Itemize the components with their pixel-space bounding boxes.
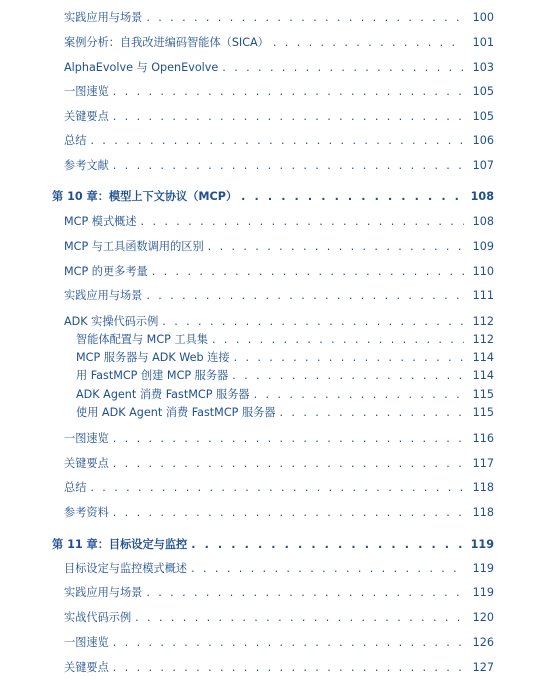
dot-leader <box>90 479 464 497</box>
dot-leader <box>254 386 464 404</box>
dot-leader <box>113 83 464 101</box>
toc-entry-title: MCP 模式概述 <box>64 215 137 228</box>
toc-entry[interactable] <box>0 455 555 473</box>
toc-entry-title: 实践应用与场景 <box>64 586 143 599</box>
toc-entry[interactable] <box>0 560 555 578</box>
toc-subentry-page: 115 <box>472 388 494 401</box>
toc-entry[interactable] <box>0 83 555 101</box>
toc-entry[interactable] <box>0 609 555 627</box>
toc-entry[interactable] <box>0 313 555 331</box>
dot-leader <box>113 659 464 677</box>
toc-entry-page: 109 <box>472 240 494 253</box>
toc-entry-title: 一图速览 <box>64 85 109 98</box>
toc-entry-page: 101 <box>472 36 494 49</box>
dot-leader <box>113 157 464 175</box>
toc-entry-page: 105 <box>472 85 494 98</box>
toc-subentry-page: 114 <box>472 369 494 382</box>
toc-entry-title: 实战代码示例 <box>64 611 132 624</box>
toc-entry-page: 100 <box>472 11 494 24</box>
toc-entry-page: 120 <box>472 611 494 624</box>
toc-entry-page: 111 <box>472 289 494 302</box>
toc-entry-page: 118 <box>472 481 494 494</box>
toc-entry[interactable] <box>0 59 555 77</box>
toc-chapter-entry[interactable] <box>0 536 555 554</box>
toc-entry-title: ADK 实操代码示例 <box>64 315 159 328</box>
toc-entry-title: 参考文献 <box>64 159 109 172</box>
toc-entry[interactable] <box>0 238 555 256</box>
toc-chapter-page: 119 <box>470 538 494 551</box>
toc-entry-page: 126 <box>472 636 494 649</box>
toc-entry-title: 总结 <box>64 134 87 147</box>
dot-leader <box>141 213 464 231</box>
toc-subentry[interactable] <box>0 386 555 404</box>
toc-subentry-page: 114 <box>472 351 494 364</box>
toc-entry[interactable] <box>0 34 555 52</box>
dot-leader <box>232 367 464 385</box>
dot-leader <box>146 584 464 602</box>
toc-entry[interactable] <box>0 634 555 652</box>
toc-subentry-title: 使用 ADK Agent 消费 FastMCP 服务器 <box>76 406 276 419</box>
toc-chapter-page: 108 <box>470 190 494 203</box>
toc-chapter-entry[interactable] <box>0 188 555 206</box>
toc-entry[interactable] <box>0 287 555 305</box>
dot-leader <box>234 349 464 367</box>
toc-entry[interactable] <box>0 9 555 27</box>
dot-leader <box>273 34 464 52</box>
toc-entry-title: AlphaEvolve 与 OpenEvolve <box>64 61 219 74</box>
toc-entry-page: 103 <box>472 61 494 74</box>
toc-subentry-page: 112 <box>472 333 494 346</box>
toc-entry[interactable] <box>0 263 555 281</box>
toc-subentry[interactable] <box>0 404 555 422</box>
toc-entry-title: MCP 与工具函数调用的区别 <box>64 240 204 253</box>
toc-entry-title: 关键要点 <box>64 110 109 123</box>
toc-entry[interactable] <box>0 132 555 150</box>
toc-entry-page: 116 <box>472 432 494 445</box>
toc-entry-page: 117 <box>472 457 494 470</box>
dot-leader <box>191 560 464 578</box>
toc-entry-page: 112 <box>472 315 494 328</box>
toc-subentry-title: 智能体配置与 MCP 工具集 <box>76 333 209 346</box>
toc-entry-title: 目标设定与监控模式概述 <box>64 562 188 575</box>
dot-leader <box>113 108 464 126</box>
dot-leader <box>212 331 464 349</box>
toc-entry-title: 一图速览 <box>64 636 109 649</box>
toc-entry-title: 关键要点 <box>64 457 109 470</box>
toc-entry-page: 107 <box>472 159 494 172</box>
dot-leader <box>90 132 464 150</box>
toc-entry-title: 实践应用与场景 <box>64 11 143 24</box>
toc-entry-title: MCP 的更多考量 <box>64 265 148 278</box>
dot-leader <box>146 9 464 27</box>
toc-subentry-title: ADK Agent 消费 FastMCP 服务器 <box>76 388 250 401</box>
toc-entry[interactable] <box>0 430 555 448</box>
toc-entry-page: 118 <box>472 506 494 519</box>
toc-entry[interactable] <box>0 108 555 126</box>
toc-entry-title: 关键要点 <box>64 661 109 674</box>
dot-leader <box>191 536 464 554</box>
dot-leader <box>113 430 464 448</box>
toc-entry-title: 参考资料 <box>64 506 109 519</box>
toc-entry-page: 108 <box>472 215 494 228</box>
dot-leader <box>113 634 464 652</box>
dot-leader <box>222 59 464 77</box>
toc-entry[interactable] <box>0 479 555 497</box>
toc-entry-page: 106 <box>472 134 494 147</box>
dot-leader <box>146 287 464 305</box>
toc-entry-title: 总结 <box>64 481 87 494</box>
toc-entry-title: 一图速览 <box>64 432 109 445</box>
toc-entry-page: 105 <box>472 110 494 123</box>
toc-entry[interactable] <box>0 213 555 231</box>
dot-leader <box>135 609 464 627</box>
toc-entry[interactable] <box>0 659 555 677</box>
dot-leader <box>241 188 464 206</box>
toc-entry[interactable] <box>0 157 555 175</box>
toc-subentry[interactable] <box>0 349 555 367</box>
toc-entry-title: 实践应用与场景 <box>64 289 143 302</box>
dot-leader <box>152 263 464 281</box>
toc-subentry-title: 用 FastMCP 创建 MCP 服务器 <box>76 369 229 382</box>
dot-leader <box>162 313 464 331</box>
toc-chapter-title: 第 10 章：模型上下文协议（MCP） <box>52 190 238 203</box>
toc-entry-title: 案例分析：自我改进编码智能体（SICA） <box>64 36 269 49</box>
toc-entry-page: 119 <box>472 562 494 575</box>
toc-subentry[interactable] <box>0 331 555 349</box>
toc-entry[interactable] <box>0 504 555 522</box>
toc-subentry-page: 115 <box>472 406 494 419</box>
toc-entry-page: 127 <box>472 661 494 674</box>
toc-subentry[interactable] <box>0 367 555 385</box>
toc-subentry-title: MCP 服务器与 ADK Web 连接 <box>76 351 230 364</box>
dot-leader <box>113 504 464 522</box>
dot-leader <box>280 404 464 422</box>
dot-leader <box>113 455 464 473</box>
toc-entry[interactable] <box>0 584 555 602</box>
toc-entry-page: 110 <box>472 265 494 278</box>
toc-chapter-title: 第 11 章：目标设定与监控 <box>52 538 188 551</box>
dot-leader <box>208 238 464 256</box>
toc-entry-page: 119 <box>472 586 494 599</box>
